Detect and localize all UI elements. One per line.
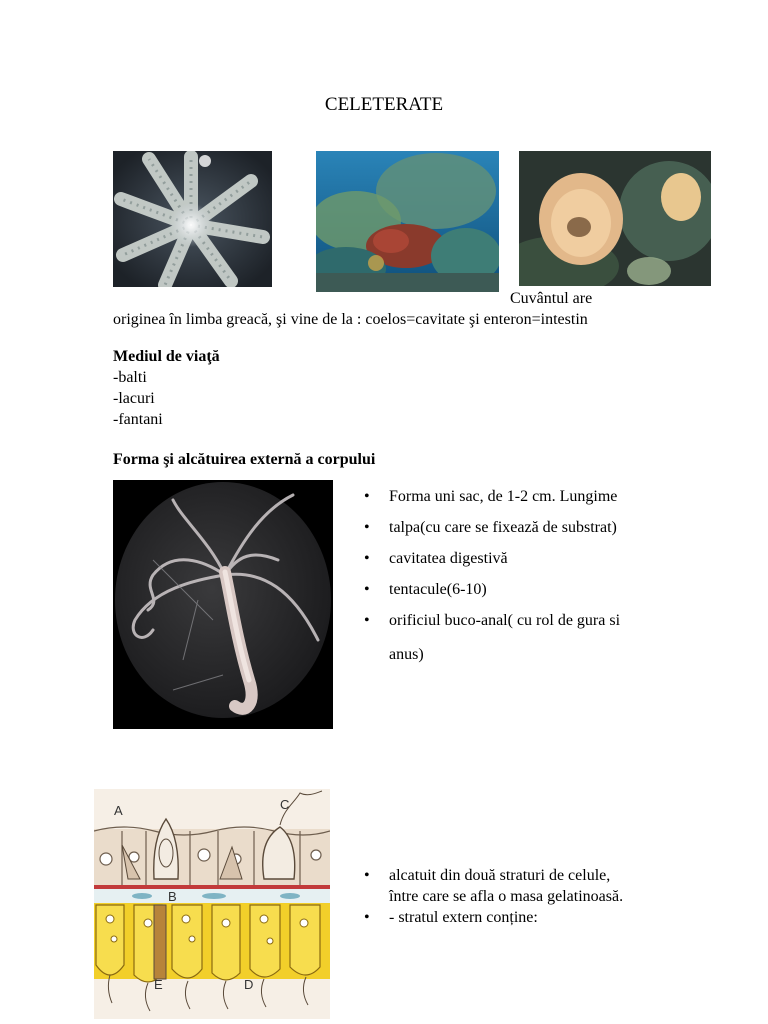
diagram-label-b: B <box>168 889 177 904</box>
habitat-item: -lacuri <box>113 390 155 407</box>
structure-bullet: • alcatuit din două straturi de celule, <box>364 865 610 886</box>
diagram-label-e: E <box>154 977 163 992</box>
page-title: CELETERATE <box>324 94 444 115</box>
hydra-cell-layers-diagram <box>94 789 330 1019</box>
anemone-photo <box>519 151 711 286</box>
form-heading: Forma şi alcătuirea externă a corpului <box>113 451 376 468</box>
form-bullet: • Forma uni sac, de 1-2 cm. Lungime <box>364 481 620 512</box>
hydra-microscope-photo <box>113 480 333 729</box>
habitat-item: -balti <box>113 369 147 386</box>
reef-photo <box>316 151 499 292</box>
diagram-label-d: D <box>244 977 254 992</box>
structure-bullet-continuation: între care se afla o masa gelatinoasă. <box>389 888 624 905</box>
form-bullet: • tentacule(6-10) <box>364 574 620 605</box>
diagram-label-a: A <box>114 803 123 818</box>
structure-bullet: • - stratul extern conține: <box>364 907 538 928</box>
form-bullet: • talpa(cu care se fixează de substrat) <box>364 512 620 543</box>
form-bullet-list <box>364 481 620 636</box>
form-bullet: • cavitatea digestivă <box>364 543 620 574</box>
form-bullet: • orificiul buco-anal( cu rol de gura si <box>364 605 620 636</box>
intro-line-1: Cuvântul are <box>510 290 593 307</box>
structure-bullet-list-2 <box>364 907 538 928</box>
diagram-label-c: C <box>280 797 290 812</box>
coral-photo <box>113 151 272 287</box>
form-bullet-continuation: anus) <box>389 646 424 663</box>
intro-line-2: originea în limba greacă, şi vine de la : coelos=cavitate şi enteron=intestin <box>113 311 588 328</box>
habitat-heading: Mediul de viaţă <box>113 348 220 365</box>
structure-bullet-list <box>364 865 610 886</box>
habitat-item: -fantani <box>113 411 163 428</box>
